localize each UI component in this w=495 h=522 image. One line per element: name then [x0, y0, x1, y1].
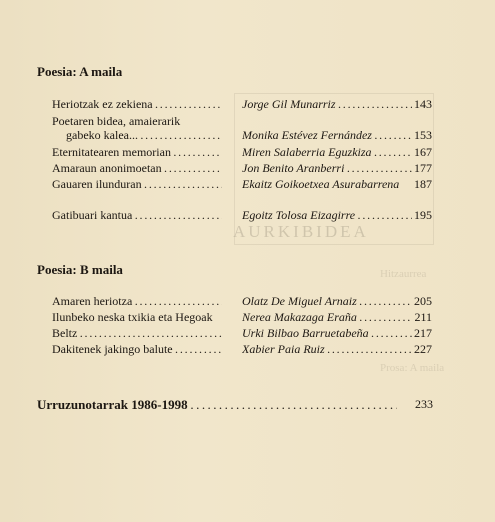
entry-author: Monika Estévez Fernández . . . — [242, 127, 412, 144]
entry-author: Nerea Makazaga Eraña . . . — [242, 309, 412, 326]
entry-author: Xabier Paia Ruiz . . . — [242, 341, 412, 358]
entry-title: Amaraun anonimoetan . . . — [52, 160, 222, 177]
entry-page: 167 — [414, 145, 432, 159]
toc-entry — [52, 309, 432, 326]
toc-entry — [52, 96, 432, 113]
final-title: Urruzunotarrak 1986-1998 . . . — [37, 396, 397, 413]
bleed-through-text: Prosa: A maila — [380, 362, 445, 374]
entry-page: 143 — [414, 97, 432, 111]
section-heading-b: Poesia: B maila — [37, 262, 123, 277]
toc-entry-final — [37, 396, 433, 413]
bleed-through-heading: AURKIBIDEA — [233, 222, 369, 241]
entry-page: 187 — [414, 177, 432, 191]
toc-entry — [52, 325, 432, 342]
section-heading-a: Poesia: A maila — [37, 64, 123, 79]
entry-page: 153 — [414, 128, 432, 142]
entry-author: Egoitz Tolosa Eizagirre . . . — [242, 207, 412, 224]
bleed-through-text: Hitzaurrea — [380, 268, 427, 280]
final-page: 233 — [415, 397, 433, 411]
entry-page: 195 — [414, 208, 432, 222]
entry-title: Heriotzak ez zekiena . . . — [52, 96, 222, 113]
entry-page: 177 — [414, 161, 432, 175]
toc-entry — [52, 127, 432, 144]
toc-entry — [52, 144, 432, 161]
entry-author: Miren Salaberria Eguzkiza . . . — [242, 144, 412, 161]
entry-author: Urki Bilbao Barruetabeña . . . — [242, 325, 412, 342]
entry-page: 205 — [414, 294, 432, 308]
entry-author: Olatz De Miguel Arnaiz . . . — [242, 293, 412, 310]
entry-title: Beltz . . . — [52, 325, 222, 342]
toc-entry — [52, 207, 432, 224]
entry-title: Gauaren ilunduran . . . — [52, 176, 222, 193]
entry-title: Dakitenek jakingo balute . . . — [52, 341, 222, 358]
toc-entry — [52, 341, 432, 358]
entry-author: Jorge Gil Munarriz . . . — [242, 96, 412, 113]
entry-page: 211 — [414, 310, 432, 324]
entry-title: Ilunbeko neska txikia eta Hegoak — [52, 310, 213, 324]
entry-author: Ekaitz Goikoetxea Asurabarrena — [242, 177, 400, 191]
toc-entry — [52, 160, 432, 177]
entry-author: Jon Benito Aranberri . . . — [242, 160, 412, 177]
toc-entry — [52, 293, 432, 310]
entry-title: Eternitatearen memorian . . . — [52, 144, 222, 161]
entry-title: gabeko kalea... . . . — [52, 127, 222, 144]
entry-page: 217 — [414, 326, 432, 340]
entry-page: 227 — [414, 342, 432, 356]
entry-title: Amaren heriotza . . . — [52, 293, 222, 310]
toc-entry — [52, 176, 432, 193]
entry-title: Gatibuari kantua . . . — [52, 207, 222, 224]
entry-title: Poetaren bidea, amaierarik — [52, 114, 181, 128]
